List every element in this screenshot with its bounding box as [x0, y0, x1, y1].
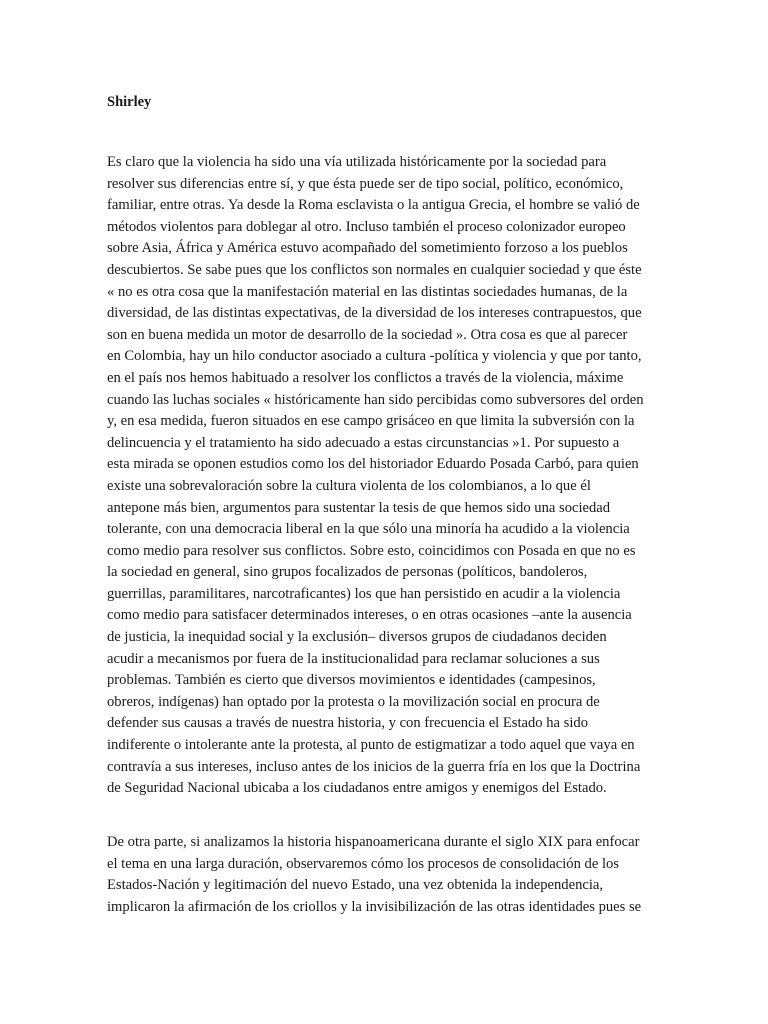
- text-line: existe una sobrevaloración sobre la cultura violenta de los colombianos, a lo que él: [107, 477, 591, 494]
- text-line: en el país nos hemos habituado a resolver los conflictos a través de la violencia, máxime: [107, 369, 624, 386]
- text-line: delincuencia y el tratamiento ha sido adecuado a estas circunstancias »1. Por supuesto a: [107, 434, 620, 451]
- text-line: y, en esa medida, fueron situados en ese campo grisáceo en que limita la subversión con la: [107, 413, 635, 430]
- paragraph-2: [107, 832, 667, 918]
- text-line: la sociedad en general, sino grupos focalizados de personas (políticos, bandoleros,: [107, 564, 588, 581]
- text-line: esta mirada se oponen estudios como los del historiador Eduardo Posada Carbó, para quien: [107, 456, 639, 473]
- text-line: acudir a mecanismos por fuera de la institucionalidad para reclamar soluciones a sus: [107, 650, 600, 667]
- text-line: implicaron la afirmación de los criollos y la invisibilización de las otras identidades pues se: [107, 898, 642, 915]
- paragraph-1: [107, 152, 667, 800]
- text-line: el tema en una larga duración, observaremos cómo los procesos de consolidación de los: [107, 855, 619, 872]
- text-line: como medio para resolver sus conflictos. Sobre esto, coincidimos con Posada en que no es: [107, 542, 636, 559]
- text-line: Estados-Nación y legitimación del nuevo Estado, una vez obtenida la independencia,: [107, 877, 604, 894]
- text-line: contravía a sus intereses, incluso antes de los inicios de la guerra fría en los que la Doctrina: [107, 758, 641, 775]
- text-line: de Seguridad Nacional ubicaba a los ciudadanos entre amigos y enemigos del Estado.: [107, 780, 607, 797]
- text-line: como medio para satisfacer determinados intereses, o en otras ocasiones –ante la ausencia: [107, 607, 632, 624]
- text-line: defender sus causas a través de nuestra historia, y con frecuencia el Estado ha sido: [107, 715, 589, 732]
- text-line: son en buena medida un motor de desarrollo de la sociedad ». Otra cosa es que al parecer: [107, 326, 628, 343]
- text-line: guerrillas, paramilitares, narcotraficantes) los que han persistido en acudir a la violencia: [107, 585, 621, 602]
- text-line: métodos violentos para doblegar al otro. Incluso también el proceso colonizador europeo: [107, 218, 626, 235]
- text-line: resolver sus diferencias entre sí, y que ésta puede ser de tipo social, político, económico,: [107, 175, 624, 192]
- text-line: cuando las luchas sociales « históricamente han sido percibidas como subversores del orden: [107, 391, 644, 408]
- text-line: De otra parte, si analizamos la historia hispanoamericana durante el siglo XIX para enfocar: [107, 834, 640, 850]
- text-line: de justicia, la inequidad social y la exclusión– diversos grupos de ciudadanos deciden: [107, 629, 607, 646]
- text-line: indiferente o intolerante ante la protesta, al punto de estigmatizar a todo aquel que vaya en: [107, 737, 635, 754]
- text-line: « no es otra cosa que la manifestación material en las distintas sociedades humanas, de la: [107, 283, 628, 300]
- text-line: obreros, indígenas) han optado por la protesta o la movilización social en procura de: [107, 693, 600, 710]
- text-line: problemas. También es cierto que diversos movimientos e identidades (campesinos,: [107, 672, 596, 689]
- text-line: antepone más bien, argumentos para sustentar la tesis de que hemos sido una sociedad: [107, 499, 611, 516]
- text-line: Es claro que la violencia ha sido una vía utilizada históricamente por la sociedad para: [107, 154, 607, 170]
- text-line: familiar, entre otras. Ya desde la Roma esclavista o la antigua Grecia, el hombre se valió de: [107, 197, 640, 214]
- text-line: diversidad, de las distintas expectativas, de la diversidad de los intereses contrapuestos, que: [107, 305, 642, 322]
- text-line: descubiertos. Se sabe pues que los conflictos son normales en cualquier sociedad y que éste: [107, 261, 642, 278]
- text-line: tolerante, con una democracia liberal en la que sólo una minoría ha acudido a la violencia: [107, 521, 630, 538]
- text-line: sobre Asia, África y América estuvo acompañado del sometimiento forzoso a los pueblos: [107, 240, 628, 257]
- author-name: Shirley: [107, 94, 152, 110]
- text-line: en Colombia, hay un hilo conductor asociado a cultura -política y violencia y que por tanto,: [107, 348, 642, 365]
